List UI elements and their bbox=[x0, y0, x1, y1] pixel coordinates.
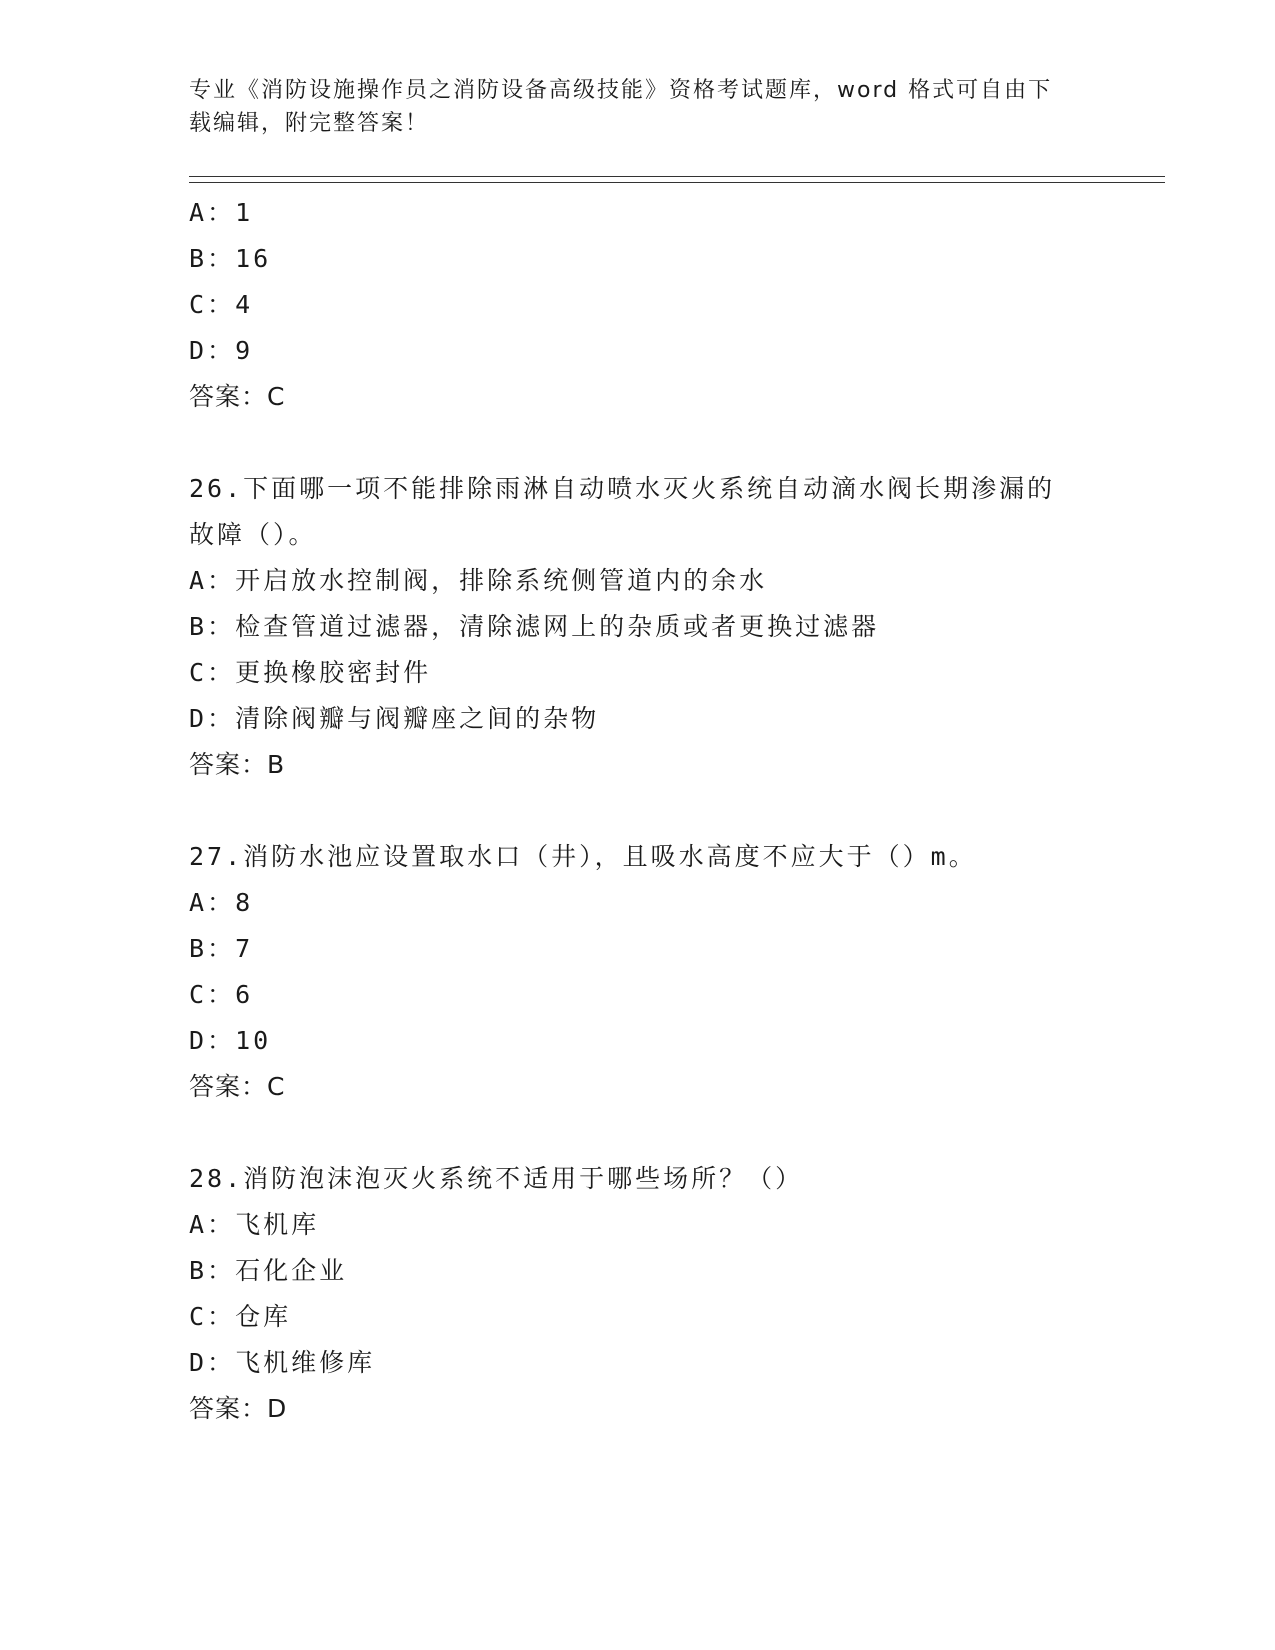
option-b bbox=[189, 926, 1089, 972]
question-stem-line-1: 27.消防水池应设置取水口（井），且吸水高度不应大于（）m。 bbox=[189, 842, 977, 871]
option-text: 石化企业 bbox=[235, 1256, 348, 1285]
option-a bbox=[189, 190, 1089, 236]
option-text: 8 bbox=[235, 888, 254, 917]
question-28 bbox=[189, 1156, 1089, 1432]
option-label: D： bbox=[189, 1026, 236, 1055]
option-label: B： bbox=[189, 612, 236, 641]
option-label: C： bbox=[189, 980, 236, 1009]
option-label: B： bbox=[189, 244, 236, 273]
option-a bbox=[189, 880, 1089, 926]
spacer bbox=[189, 1110, 1089, 1156]
option-label: B： bbox=[189, 1256, 236, 1285]
header-line-1: 专业《消防设施操作员之消防设备高级技能》资格考试题库，word 格式可自由下 bbox=[189, 78, 1053, 103]
option-label: A： bbox=[189, 566, 236, 595]
option-text: 仓库 bbox=[235, 1302, 292, 1331]
option-label: A： bbox=[189, 198, 236, 227]
question-stem-line-1: 26.下面哪一项不能排除雨淋自动喷水灭火系统自动滴水阀长期渗漏的 bbox=[189, 474, 1056, 503]
option-d bbox=[189, 328, 1089, 374]
option-d bbox=[189, 1018, 1089, 1064]
option-b bbox=[189, 1248, 1089, 1294]
option-label: D： bbox=[189, 704, 236, 733]
answer: 答案：C bbox=[189, 382, 286, 411]
option-text: 10 bbox=[235, 1026, 272, 1055]
option-label: D： bbox=[189, 336, 236, 365]
option-label: C： bbox=[189, 1302, 236, 1331]
option-label: B： bbox=[189, 934, 236, 963]
option-d bbox=[189, 1340, 1089, 1386]
option-c bbox=[189, 972, 1089, 1018]
option-label: A： bbox=[189, 1210, 236, 1239]
header-divider-bottom bbox=[189, 182, 1165, 183]
option-a bbox=[189, 1202, 1089, 1248]
header-line-2: 载编辑，附完整答案！ bbox=[189, 111, 430, 136]
option-text: 飞机库 bbox=[235, 1210, 320, 1239]
option-text: 16 bbox=[235, 244, 272, 273]
question-stem-line-2: 故障（）。 bbox=[189, 520, 317, 549]
option-text: 飞机维修库 bbox=[235, 1348, 376, 1377]
answer: 答案：C bbox=[189, 1072, 286, 1101]
question-stem-line-1: 28.消防泡沫泡灭火系统不适用于哪些场所？（） bbox=[189, 1164, 804, 1193]
option-label: D： bbox=[189, 1348, 236, 1377]
answer: 答案：B bbox=[189, 750, 286, 779]
option-b bbox=[189, 236, 1089, 282]
option-text: 检查管道过滤器，清除滤网上的杂质或者更换过滤器 bbox=[235, 612, 880, 641]
option-text: 1 bbox=[235, 198, 254, 227]
header-divider-top bbox=[189, 176, 1165, 177]
option-c bbox=[189, 282, 1089, 328]
option-text: 7 bbox=[235, 934, 254, 963]
option-text: 更换橡胶密封件 bbox=[235, 658, 432, 687]
option-label: A： bbox=[189, 888, 236, 917]
spacer bbox=[189, 420, 1089, 466]
option-d bbox=[189, 696, 1089, 742]
option-c bbox=[189, 650, 1089, 696]
question-27 bbox=[189, 834, 1089, 1110]
option-text: 9 bbox=[235, 336, 254, 365]
option-text: 开启放水控制阀，排除系统侧管道内的余水 bbox=[235, 566, 768, 595]
option-label: C： bbox=[189, 658, 236, 687]
option-text: 6 bbox=[235, 980, 254, 1009]
spacer bbox=[189, 788, 1089, 834]
question-list bbox=[189, 190, 1089, 1432]
option-a bbox=[189, 558, 1089, 604]
document-header bbox=[189, 74, 1069, 140]
option-c bbox=[189, 1294, 1089, 1340]
option-label: C： bbox=[189, 290, 236, 319]
answer: 答案：D bbox=[189, 1394, 288, 1423]
option-b bbox=[189, 604, 1089, 650]
question-26 bbox=[189, 466, 1089, 788]
option-text: 清除阀瓣与阀瓣座之间的杂物 bbox=[235, 704, 600, 733]
option-text: 4 bbox=[235, 290, 254, 319]
question-25 bbox=[189, 190, 1089, 420]
